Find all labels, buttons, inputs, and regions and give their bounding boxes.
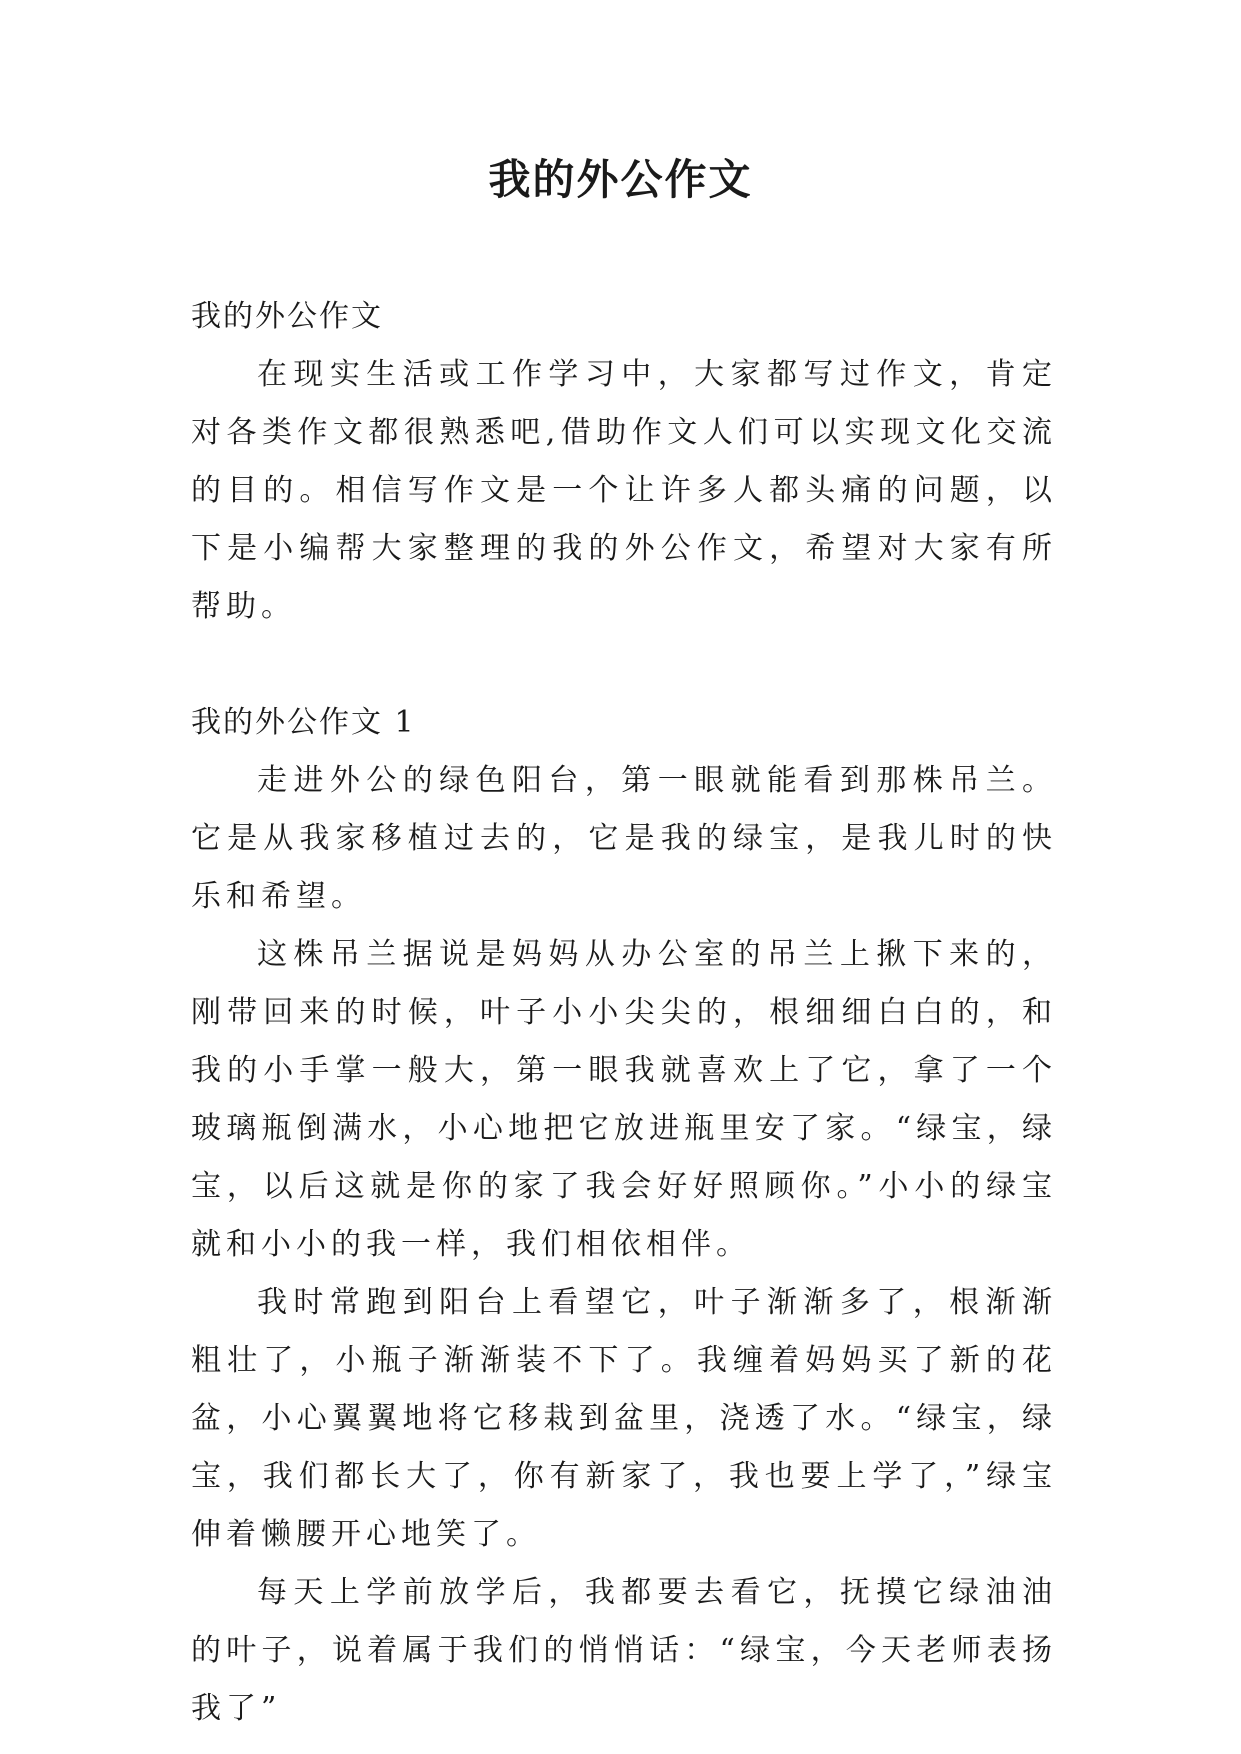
section-paragraph: 这株吊兰据说是妈妈从办公室的吊兰上揪下来的，刚带回来的时候，叶子小小尖尖的，根细细白白的，和我的小手掌一般大，第一眼我就喜欢上了它，拿了一个玻璃瓶倒满水，小心地把它放进瓶里安了家。“绿宝，绿宝，以后这就是你的家了我会好好照顾你。”小小的绿宝就和小小的我一样，我们相依相伴。: [191, 937, 1057, 1262]
section-spacer: [191, 636, 1057, 694]
intro-heading: 我的外公作文: [191, 299, 383, 334]
intro-paragraph: 在现实生活或工作学习中，大家都写过作文，肯定对各类作文都很熟悉吧,借助作文人们可以实现文化交流的目的。相信写作文是一个让许多人都头痛的问题，以下是小编帮大家整理的我的外公作文，希望对大家有所帮助。: [191, 357, 1057, 624]
section-paragraph: 我时常跑到阳台上看望它，叶子渐渐多了，根渐渐粗壮了，小瓶子渐渐装不下了。我缠着妈妈买了新的花盆，小心翼翼地将它移栽到盆里，浇透了水。“绿宝，绿宝，我们都长大了，你有新家了，我也要上学了，”绿宝伸着懒腰开心地笑了。: [191, 1285, 1057, 1552]
document-title: 我的外公作文: [488, 155, 753, 204]
document-body: [191, 288, 1057, 1738]
section-heading: 我的外公作文 1: [191, 705, 416, 740]
section-paragraph: 每天上学前放学后，我都要去看它，抚摸它绿油油的叶子，说着属于我们的悄悄话：“绿宝，今天老师表扬我了”: [191, 1575, 1057, 1726]
section-paragraph: 走进外公的绿色阳台，第一眼就能看到那株吊兰。它是从我家移植过去的，它是我的绿宝，是我儿时的快乐和希望。: [191, 763, 1057, 914]
